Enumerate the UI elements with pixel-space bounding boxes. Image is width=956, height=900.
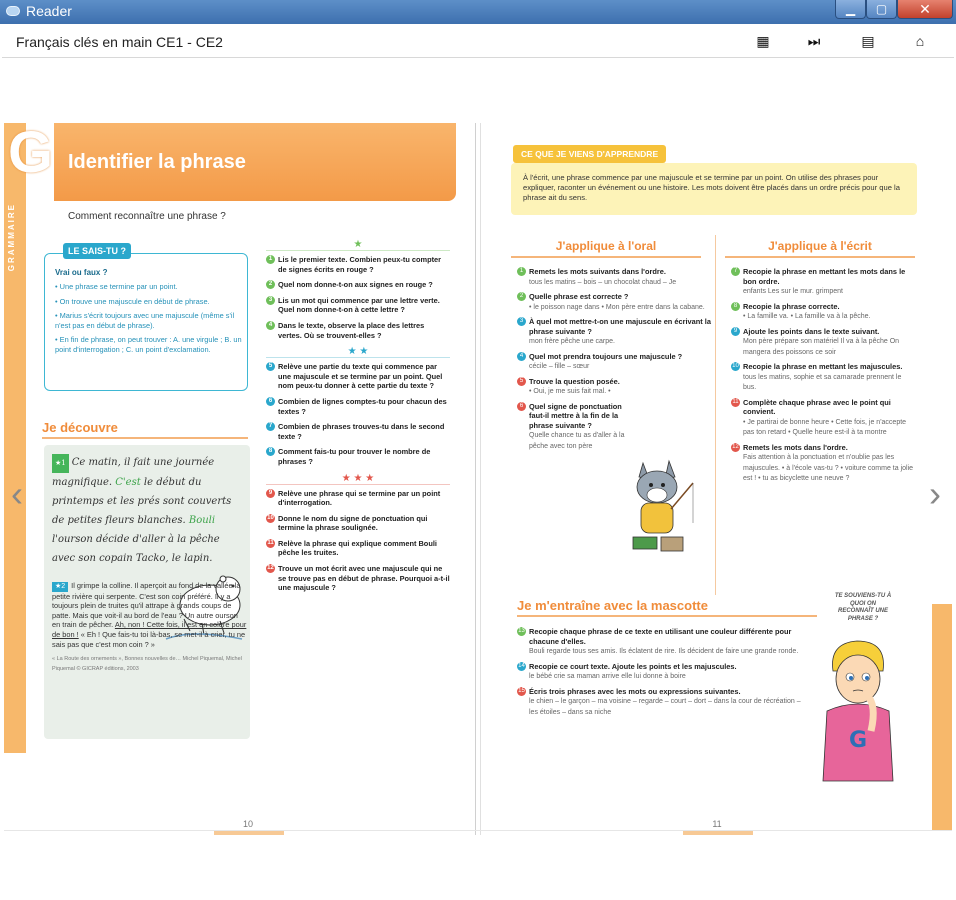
question-number: 2 — [266, 280, 275, 289]
reader-toolbar — [2, 24, 954, 58]
exercise-item — [731, 362, 915, 393]
ce-que-je-viens-label: CE QUE JE VIENS D'APPRENDRE — [513, 145, 666, 163]
page-number-bar — [214, 831, 284, 835]
exercise-number: 2 — [517, 292, 526, 301]
question-text: Dans le texte, observe la place des lettres vertes. Où se trouvent-elles ? — [278, 320, 425, 340]
level-tag: ★1 — [52, 454, 69, 473]
question-text: Quel nom donne-t-on aux signes en rouge ? — [278, 280, 433, 290]
exercise-number: 11 — [732, 398, 739, 405]
story-text: « Eh ! Que fais-tu toi là-bas, se met-il à crier, tu ne sais pas que c'est mon coin ? » — [52, 629, 246, 649]
viewport-bottom-line — [4, 830, 952, 831]
question-item — [266, 514, 450, 533]
exercise-title: Recopie chaque phrase de ce texte en utilisant une couleur différente pour chacune d'elles. — [529, 627, 792, 646]
ce-que-je-viens-box: À l'écrit, une phrase commence par une majuscule et se termine par un point. On utilise des phrases pour expliquer, raconter un événement ou une histoire. Les mots doivent être placés dans un ordre précis pour que la phrase ait du sens. — [511, 163, 917, 215]
ecrit-heading: J'applique à l'écrit — [725, 239, 915, 258]
exercise-detail: mon frère pêche une carpe. — [529, 338, 615, 345]
question-item — [266, 539, 450, 558]
cursive-text — [52, 453, 242, 568]
question-text: Donne le nom du signe de ponctuation qui termine la phrase soulignée. — [278, 513, 428, 533]
exercise-item — [731, 327, 915, 358]
skip-next-icon[interactable]: ⏭ — [807, 33, 821, 49]
exercise-number: 15 — [518, 687, 525, 694]
question-text: Relève la phrase qui explique comment Bouli pêche les truites. — [278, 538, 437, 558]
exercise-detail: le bébé crie sa maman arrive elle lui donne à boire — [529, 673, 686, 680]
exercise-detail: • Je partirai de bonne heure • Cette fois, je n'accepte pas ton retard • Quelle heure est-il à ta montre — [743, 418, 907, 436]
ecrit-exercises — [731, 267, 915, 489]
exercise-detail: Quelle chance tu as d'aller à la pêche avec ton père — [529, 432, 625, 450]
exercise-detail: • Oui, je me suis fait mal. • — [529, 388, 611, 395]
mascot-speech-bubble: TE SOUVIENS-TU À QUOI ON RECONNAÎT UNE PHRASE ? — [834, 593, 892, 622]
exercise-title: Quel signe de ponctuation faut-il mettre à la fin de la phrase suivante ? — [529, 401, 622, 430]
lesson-title: Identifier la phrase — [68, 151, 246, 173]
question-item — [266, 255, 450, 274]
question-text: Comment fais-tu pour trouver le nombre de phrases ? — [278, 447, 431, 466]
exercise-detail: cécile – fille – sœur — [529, 363, 590, 370]
exercise-item — [517, 627, 807, 657]
exercise-title: Complète chaque phrase avec le point qui convient. — [743, 397, 891, 416]
exercise-item — [731, 398, 915, 438]
mascotte-heading — [517, 597, 817, 617]
calculator-icon[interactable]: ▤ — [861, 33, 875, 49]
question-number: 1 — [266, 255, 275, 264]
exercise-title: Remets les mots dans l'ordre. — [743, 442, 848, 452]
section-letter: G — [8, 123, 54, 185]
exercise-item — [731, 302, 915, 322]
list-item: • On trouve une majuscule en début de phrase. — [55, 296, 210, 306]
story-text: Ce matin, il fait une journée magnifique. — [52, 457, 215, 488]
exercise-detail: • le poisson nage dans • Mon père entre dans la cabane. — [529, 303, 705, 311]
exercise-title: Remets les mots suivants dans l'ordre. — [529, 267, 666, 276]
question-item — [266, 321, 450, 340]
exercise-title: Recopie la phrase en mettant les majuscules. — [743, 362, 903, 371]
exercise-title: Recopie la phrase correcte. — [743, 301, 840, 311]
exercise-detail: tous les matins, sophie et sa camarade prennent le bus. — [743, 373, 902, 391]
exercise-number: 5 — [517, 377, 526, 386]
question-number: 10 — [267, 514, 274, 521]
lesson-question: Comment reconnaître une phrase ? — [68, 211, 226, 222]
exercise-item — [517, 267, 713, 287]
window-title: Reader — [26, 3, 72, 19]
exercise-number: 12 — [732, 443, 739, 450]
exercise-detail: Bouli regarde tous ses amis. Ils éclatent de rire. Ils décident de faire une grande ronde. — [529, 648, 799, 655]
exercise-number: 3 — [517, 317, 526, 326]
question-item — [266, 489, 450, 508]
list-item: • En fin de phrase, on peut trouver : A. une virgule ; B. un point d'interrogation ; C. un point d'exclamation. — [55, 335, 242, 354]
page-spread — [4, 123, 952, 835]
level-3-divider: ★ ★ ★ — [266, 473, 450, 485]
level-1-divider: ★ — [266, 239, 450, 251]
exercise-item — [517, 292, 713, 312]
right-margin-strip — [932, 604, 952, 830]
story-text: le début du printemps et les prés sont couverts de petites fleurs blanches. — [52, 477, 232, 526]
exercise-number: 14 — [518, 662, 525, 669]
question-item — [266, 397, 450, 416]
question-number: 3 — [266, 296, 275, 305]
story-source: « La Route des ornements », Bonnes nouvelles de… Michel Piquemal, Michel Piquemal © GICRAP éditions, 2003 — [52, 656, 242, 672]
page-number: 11 — [712, 819, 722, 829]
le-sais-tu-title: Vrai ou faux ? — [55, 268, 108, 277]
question-number: 4 — [266, 321, 275, 330]
right-page — [480, 123, 952, 835]
exercise-number: 10 — [732, 363, 739, 369]
question-number: 12 — [267, 565, 274, 572]
question-text: Relève une phrase qui se termine par un point d'interrogation. — [278, 488, 441, 508]
mascot-boy-illustration — [813, 635, 903, 785]
exercise-number: 8 — [731, 302, 740, 311]
left-page — [4, 123, 476, 835]
le-sais-tu-list — [55, 282, 243, 359]
prose-text — [52, 581, 248, 674]
exercise-item — [517, 662, 807, 682]
question-item — [266, 422, 450, 441]
question-item — [266, 296, 450, 315]
exercise-title: Quelle phrase est correcte ? — [529, 292, 629, 301]
exercise-title: Écris trois phrases avec les mots ou expressions suivantes. — [529, 686, 741, 696]
page-number: 10 — [242, 819, 253, 829]
question-text: Lis un mot qui commence par une lettre verte. Quel nom donne-t-on à cette lettre ? — [278, 295, 440, 315]
oral-exercises — [517, 267, 713, 456]
underlined-sentence: Ah, non ! Cette fois, il est en colère pour de bon ! — [52, 620, 247, 639]
question-text: Lis le premier texte. Combien peux-tu compter de signes écrits en rouge ? — [278, 255, 442, 274]
le-sais-tu-label: LE SAIS-TU ? — [63, 243, 131, 259]
exercise-item — [517, 377, 713, 397]
story-highlight: Bouli — [188, 515, 216, 526]
question-number: 9 — [266, 489, 275, 498]
previous-page-button[interactable]: ‹ — [11, 473, 23, 514]
exercise-item — [517, 317, 713, 347]
exercise-number: 4 — [517, 352, 526, 361]
question-number: 7 — [266, 422, 275, 431]
exercise-title: Quel mot prendra toujours une majuscule ? — [529, 351, 683, 361]
question-item — [266, 362, 450, 391]
exercise-number: 9 — [731, 327, 740, 336]
app-icon — [6, 6, 20, 16]
margin-label: GRAMMAIRE — [7, 203, 16, 272]
exercise-number: 1 — [517, 267, 526, 276]
exercise-number: 7 — [731, 267, 740, 276]
story-text: Il grimpe la colline. Il aperçoit au fond de la vallée la petite rivière qui serpente. C'est son coin préféré. Il y a toujours plein de truites qu'il attrape à grands coups de patte. Mais que voit-il au bord de l'eau ? Un autre ourson en train de pêcher. — [52, 581, 241, 630]
exercise-title: Ajoute les points dans le texte suivant. — [743, 326, 880, 336]
question-text: Relève une partie du texte qui commence par une majuscule et se termine par un point. Quel nom peux-tu donner à cette partie du texte ? — [278, 362, 443, 391]
column-separator — [715, 235, 716, 595]
exercise-detail: Mon père prépare son matériel Il va à la pêche On mangera des poissons ce soir — [743, 338, 900, 356]
questions-column — [266, 235, 450, 599]
le-sais-tu-box — [44, 246, 248, 391]
mascotte-exercises — [517, 627, 807, 722]
exercise-title: Recopie ce court texte. Ajoute les points et les majuscules. — [529, 661, 737, 671]
close-button[interactable]: ✕ — [897, 0, 953, 19]
minimize-button[interactable]: ▁ — [835, 0, 866, 19]
exercise-detail: tous les matins – bois – un chocolat chaud – Je — [529, 278, 677, 286]
page-number-bar — [683, 831, 753, 835]
exercise-item — [731, 267, 915, 297]
exercise-detail: Fais attention à la ponctuation et n'oublie pas les majuscules. • à l'école vas-tu ? • voiture comme ta jolie est ! • tu as bicyclette une neuve ? — [743, 454, 914, 482]
wolf-fishing-illustration — [625, 453, 697, 557]
level-2-divider: ★ ★ — [266, 346, 450, 358]
question-item — [266, 447, 450, 466]
exercise-title: Trouve la question posée. — [529, 376, 620, 386]
exercise-title: À quel mot mettre-t-on une majuscule en écrivant la phrase suivante ? — [529, 317, 711, 336]
exercise-item — [517, 352, 713, 372]
exercise-title: Recopie la phrase en mettant les mots dans le bon ordre. — [743, 267, 906, 286]
je-decouvre-heading — [42, 419, 248, 439]
grammar-margin — [4, 123, 26, 753]
document-title: Français clés en main CE1 - CE2 — [16, 34, 223, 50]
question-text: Combien de phrases trouves-tu dans le second texte ? — [278, 422, 445, 441]
title-bar[interactable] — [0, 0, 956, 24]
question-number: 11 — [267, 539, 274, 546]
oral-heading: J'applique à l'oral — [511, 239, 701, 258]
list-item: • Une phrase se termine par un point. — [55, 282, 178, 291]
exercise-detail: • La famille va. • La famille va à la pêche. — [743, 313, 871, 320]
list-item: • Marius s'écrit toujours avec une majuscule (même s'il n'est pas en début de phrase). — [55, 311, 235, 330]
question-item — [266, 280, 450, 290]
grid-icon[interactable]: ▦ — [756, 33, 770, 49]
exercise-detail: enfants Les sur le mur. grimpent — [743, 288, 843, 295]
question-item — [266, 564, 450, 593]
story-box — [44, 445, 250, 739]
exercise-item — [517, 687, 807, 718]
home-icon[interactable]: ⌂ — [915, 33, 925, 49]
mascotte-label: Je m'entraîne avec la mascotte — [517, 598, 708, 613]
exercise-item — [731, 443, 915, 484]
story-text: l'ourson décide d'aller à la pêche avec son copain Tacko, le lapin. — [52, 534, 220, 564]
exercise-detail: le chien – le garçon – ma voisine – regarde – court – dort – dans la cour de récréation – les étoiles – dans sa niche — [529, 698, 801, 716]
je-decouvre-label: Je découvre — [42, 420, 118, 435]
question-text: Trouve un mot écrit avec une majuscule qui ne se trouve pas en début de phrase. Pourquoi a-t-il une majuscule ? — [278, 564, 450, 593]
exercise-item — [517, 402, 627, 452]
question-number: 8 — [266, 447, 275, 456]
next-page-button[interactable]: › — [929, 473, 941, 514]
question-number: 6 — [266, 397, 275, 406]
question-number: 5 — [266, 362, 275, 371]
story-highlight: C'est — [115, 477, 141, 488]
maximize-button[interactable]: ▢ — [866, 0, 897, 19]
svg-text:G: G — [849, 728, 868, 753]
level-tag: ★2 — [52, 582, 68, 592]
exercise-number: 13 — [518, 628, 525, 634]
question-text: Combien de lignes comptes-tu pour chacun des textes ? — [278, 396, 447, 416]
exercise-number: 6 — [517, 402, 526, 411]
